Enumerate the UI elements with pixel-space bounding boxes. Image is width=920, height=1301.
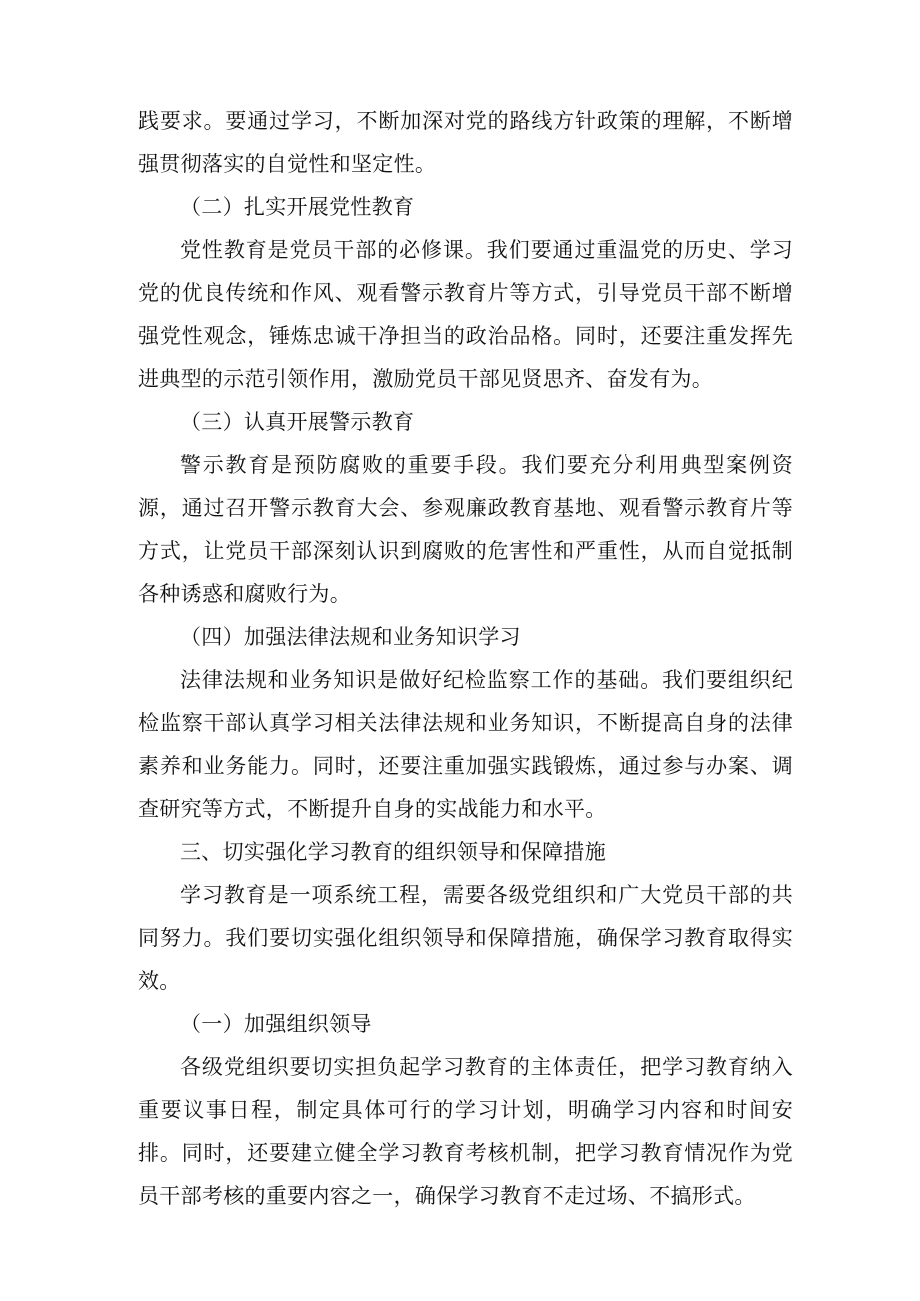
paragraph-warning-education: 警示教育是预防腐败的重要手段。我们要充分利用典型案例资源，通过召开警示教育大会、参观廉政教育基地、观看警示教育片等方式，让党员干部深刻认识到腐败的危害性和严重性，从而自觉抵制各种诱惑和腐败行为。 <box>138 453 793 606</box>
paragraph-system-project: 学习教育是一项系统工程，需要各级党组织和广大党员干部的共同努力。我们要切实强化组织领导和保障措施，确保学习教育取得实效。 <box>138 883 793 993</box>
paragraph-organization-leadership: 各级党组织要切实担负起学习教育的主体责任，把学习教育纳入重要议事日程，制定具体可行的学习计划，明确学习内容和时间安排。同时，还要建立健全学习教育考核机制，把学习教育情况作为党员干部考核的重要内容之一，确保学习教育不走过场、不搞形式。 <box>138 1055 793 1208</box>
section-heading-2: （二）扎实开展党性教育 <box>180 195 415 219</box>
paragraph-law-study: 法律法规和业务知识是做好纪检监察工作的基础。我们要组织纪检监察干部认真学习相关法律法规和业务知识，不断提高自身的法律素养和业务能力。同时，还要注重加强实践锻炼，通过参与办案、调查研究等方式，不断提升自身的实战能力和水平。 <box>138 668 793 821</box>
chapter-heading-3: 三、切实强化学习教育的组织领导和保障措施 <box>180 840 606 864</box>
paragraph-continuation: 践要求。要通过学习，不断加深对党的路线方针政策的理解，不断增强贯彻落实的自觉性和坚定性。 <box>138 109 793 176</box>
document-body <box>138 100 793 1218</box>
section-heading-3: （三）认真开展警示教育 <box>180 410 415 434</box>
section-heading-4: （四）加强法律法规和业务知识学习 <box>180 625 521 649</box>
paragraph-party-spirit: 党性教育是党员干部的必修课。我们要通过重温党的历史、学习党的优良传统和作风、观看警示教育片等方式，引导党员干部不断增强党性观念，锤炼忠诚干净担当的政治品格。同时，还要注重发挥先进典型的示范引领作用，激励党员干部见贤思齐、奋发有为。 <box>138 238 793 391</box>
subsection-heading-1: （一）加强组织领导 <box>180 1012 372 1036</box>
